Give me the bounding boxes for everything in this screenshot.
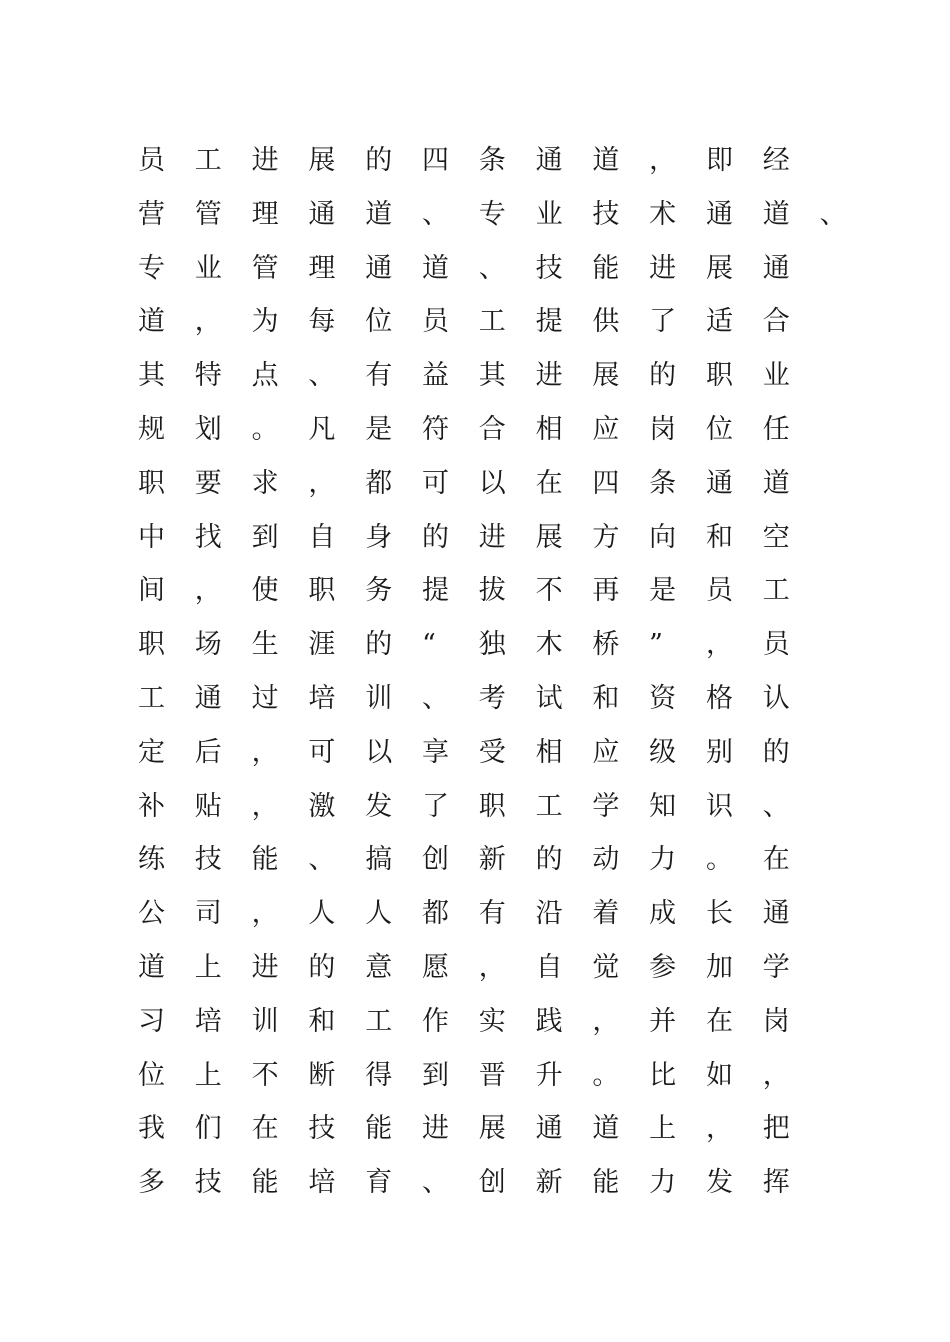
- text-char: ，: [649, 145, 677, 176]
- text-char: 道: [762, 467, 790, 499]
- text-line: [130, 511, 850, 565]
- text-line: [130, 780, 850, 834]
- text-char: 理: [251, 198, 279, 230]
- text-char: 定: [138, 736, 165, 768]
- text-char: 业: [535, 198, 563, 230]
- text-char: 可: [421, 467, 449, 499]
- text-char: 训: [251, 1005, 279, 1037]
- text-char: 创: [421, 844, 449, 876]
- text-char: 着: [592, 898, 620, 930]
- text-char: 合: [478, 413, 506, 445]
- text-char: 们: [194, 1113, 222, 1145]
- text-char: 进: [478, 521, 506, 553]
- text-char: 的: [365, 629, 393, 661]
- text-char: 以: [478, 467, 506, 499]
- text-char: 找: [194, 521, 222, 553]
- text-char: 方: [592, 521, 620, 553]
- text-char: 通: [762, 898, 790, 930]
- text-char: 训: [365, 682, 393, 714]
- text-char: 位: [138, 1059, 165, 1091]
- text-char: 人: [365, 898, 393, 930]
- text-char: 间: [138, 575, 165, 607]
- text-char: “: [421, 629, 436, 661]
- text-char: 有: [478, 898, 506, 930]
- text-line: [130, 1102, 850, 1156]
- text-line: [130, 941, 850, 995]
- text-line: [130, 1156, 850, 1210]
- text-char: 成: [649, 898, 677, 930]
- text-char: ，: [308, 467, 336, 499]
- text-char: 道: [138, 306, 165, 338]
- text-char: 身: [365, 521, 393, 553]
- text-char: 的: [762, 736, 790, 768]
- text-char: 断: [308, 1059, 336, 1091]
- text-char: 愿: [421, 951, 449, 983]
- text-char: 、: [308, 360, 336, 392]
- text-char: 上: [649, 1113, 677, 1145]
- text-char: 进: [535, 360, 563, 392]
- text-char: 和: [705, 521, 733, 553]
- text-char: 供: [592, 306, 620, 338]
- text-char: 是: [649, 575, 677, 607]
- text-line: [130, 295, 850, 349]
- text-char: 过: [251, 682, 279, 714]
- text-char: 加: [705, 951, 733, 983]
- text-char: 以: [365, 736, 393, 768]
- text-char: 。: [705, 844, 733, 876]
- text-char: 新: [535, 1167, 563, 1199]
- text-char: 的: [308, 951, 336, 983]
- text-char: 场: [194, 629, 222, 661]
- text-char: 了: [421, 790, 449, 822]
- text-char: 晋: [478, 1059, 506, 1091]
- text-char: 自: [535, 951, 563, 983]
- text-char: 、: [421, 1167, 449, 1199]
- text-char: 员: [421, 306, 449, 338]
- text-char: 新: [478, 844, 506, 876]
- text-char: 技: [194, 844, 222, 876]
- text-char: 条: [478, 145, 506, 176]
- text-char: 都: [421, 898, 449, 930]
- text-char: 规: [138, 413, 165, 445]
- text-char: 通: [365, 252, 393, 284]
- text-char: 进: [421, 1113, 449, 1145]
- text-char: 工: [478, 306, 506, 338]
- text-line: [130, 1049, 850, 1103]
- text-char: 提: [421, 575, 449, 607]
- text-char: 空: [762, 521, 790, 553]
- text-char: 通: [705, 198, 733, 230]
- text-char: 的: [535, 844, 563, 876]
- text-char: ，: [251, 898, 279, 930]
- text-char: 格: [705, 682, 733, 714]
- text-char: 得: [365, 1059, 393, 1091]
- text-char: 搞: [365, 844, 393, 876]
- text-char: 适: [705, 306, 733, 338]
- text-line: [130, 887, 850, 941]
- text-char: 公: [138, 898, 165, 930]
- text-char: 专: [138, 252, 165, 284]
- text-char: 点: [251, 360, 279, 392]
- text-char: ，: [762, 1059, 790, 1091]
- text-char: 展: [535, 521, 563, 553]
- text-char: ，: [478, 951, 506, 983]
- text-char: 在: [705, 1005, 733, 1037]
- text-char: 把: [762, 1113, 790, 1145]
- text-char: 涯: [308, 629, 336, 661]
- text-char: 位: [705, 413, 733, 445]
- text-char: ，: [251, 790, 279, 822]
- text-char: 应: [592, 736, 620, 768]
- text-char: 职: [308, 575, 336, 607]
- text-char: 进: [251, 145, 279, 176]
- text-char: 实: [478, 1005, 506, 1037]
- text-char: 培: [308, 1167, 336, 1199]
- text-char: 比: [649, 1059, 677, 1091]
- text-char: 技: [592, 198, 620, 230]
- text-char: 长: [705, 898, 733, 930]
- text-char: 展: [478, 1113, 506, 1145]
- text-char: 都: [365, 467, 393, 499]
- text-char: 力: [649, 844, 677, 876]
- text-line: [130, 726, 850, 780]
- text-char: 职: [478, 790, 506, 822]
- text-char: 展: [592, 360, 620, 392]
- text-char: 育: [365, 1167, 393, 1199]
- text-char: 工: [194, 145, 222, 176]
- text-char: 通: [308, 198, 336, 230]
- text-char: 到: [421, 1059, 449, 1091]
- text-char: 司: [194, 898, 222, 930]
- text-char: 道: [592, 145, 620, 176]
- text-char: 练: [138, 844, 165, 876]
- text-char: 、: [819, 198, 847, 230]
- text-char: ，: [592, 1005, 620, 1037]
- text-char: 通: [535, 1113, 563, 1145]
- text-char: 考: [478, 682, 506, 714]
- text-char: 、: [478, 252, 506, 284]
- text-char: 进: [251, 951, 279, 983]
- text-char: 资: [649, 682, 677, 714]
- text-char: 职: [138, 629, 165, 661]
- text-char: 求: [251, 467, 279, 499]
- text-line: [130, 403, 850, 457]
- text-char: 四: [592, 467, 620, 499]
- text-char: 条: [649, 467, 677, 499]
- text-char: 四: [421, 145, 449, 176]
- text-char: 中: [138, 521, 165, 553]
- text-char: 自: [308, 521, 336, 553]
- text-char: 补: [138, 790, 165, 822]
- text-char: 再: [592, 575, 620, 607]
- text-char: 发: [365, 790, 393, 822]
- text-char: 生: [251, 629, 279, 661]
- text-char: 符: [421, 413, 449, 445]
- text-char: 受: [478, 736, 506, 768]
- text-char: 觉: [592, 951, 620, 983]
- text-char: 务: [365, 575, 393, 607]
- text-char: 享: [421, 736, 449, 768]
- text-char: 岗: [649, 413, 677, 445]
- text-char: 不: [251, 1059, 279, 1091]
- text-char: 独: [478, 629, 506, 661]
- text-char: 技: [308, 1113, 336, 1145]
- text-char: 多: [138, 1167, 165, 1199]
- text-char: 在: [762, 844, 790, 876]
- text-char: 术: [649, 198, 677, 230]
- text-char: 技: [535, 252, 563, 284]
- text-line: [130, 995, 850, 1049]
- text-char: 到: [251, 521, 279, 553]
- text-char: 试: [535, 682, 563, 714]
- text-char: 职: [138, 467, 165, 499]
- text-char: 可: [308, 736, 336, 768]
- text-char: 通: [705, 467, 733, 499]
- text-char: 如: [705, 1059, 733, 1091]
- text-char: 的: [365, 145, 393, 176]
- text-char: 挥: [762, 1167, 790, 1199]
- text-char: 工: [365, 1005, 393, 1037]
- text-char: 员: [705, 575, 733, 607]
- text-char: ”: [649, 629, 663, 661]
- text-char: 其: [478, 360, 506, 392]
- text-char: 意: [365, 951, 393, 983]
- text-char: 工: [762, 575, 790, 607]
- text-char: 能: [592, 1167, 620, 1199]
- text-line: [130, 242, 850, 296]
- text-char: ，: [251, 736, 279, 768]
- text-char: 践: [535, 1005, 563, 1037]
- text-char: 专: [478, 198, 506, 230]
- text-char: 桥: [592, 629, 620, 661]
- text-char: 识: [705, 790, 733, 822]
- text-char: 员: [138, 145, 165, 176]
- text-char: 的: [421, 521, 449, 553]
- text-char: 级: [649, 736, 677, 768]
- text-char: 道: [138, 951, 165, 983]
- text-char: 划: [194, 413, 222, 445]
- text-char: 提: [535, 306, 563, 338]
- text-char: 在: [251, 1113, 279, 1145]
- text-char: 管: [251, 252, 279, 284]
- text-line: [130, 457, 850, 511]
- text-char: 能: [251, 1167, 279, 1199]
- text-char: 工: [535, 790, 563, 822]
- text-char: 管: [194, 198, 222, 230]
- text-char: 、: [308, 844, 336, 876]
- text-char: 认: [762, 682, 790, 714]
- text-char: 道: [421, 252, 449, 284]
- text-char: 职: [705, 360, 733, 392]
- text-char: 激: [308, 790, 336, 822]
- text-char: 要: [194, 467, 222, 499]
- text-char: 技: [194, 1167, 222, 1199]
- text-char: 为: [251, 306, 279, 338]
- text-char: 沿: [535, 898, 563, 930]
- text-char: 、: [421, 682, 449, 714]
- text-char: 培: [308, 682, 336, 714]
- text-char: 升: [535, 1059, 563, 1091]
- text-char: 。: [592, 1059, 620, 1091]
- text-char: 能: [592, 252, 620, 284]
- text-line: [130, 833, 850, 887]
- text-char: 我: [138, 1113, 165, 1145]
- text-char: 能: [365, 1113, 393, 1145]
- text-char: 通: [535, 145, 563, 176]
- text-char: 道: [592, 1113, 620, 1145]
- text-char: 任: [762, 413, 790, 445]
- text-char: 展: [308, 145, 336, 176]
- text-char: 向: [649, 521, 677, 553]
- text-char: 每: [308, 306, 336, 338]
- text-char: 上: [194, 1059, 222, 1091]
- text-line: [130, 618, 850, 672]
- text-char: 和: [592, 682, 620, 714]
- text-line: [130, 134, 850, 188]
- text-char: 别: [705, 736, 733, 768]
- text-line: [130, 188, 850, 242]
- text-char: 应: [592, 413, 620, 445]
- text-char: 参: [649, 951, 677, 983]
- text-char: ，: [705, 629, 733, 661]
- text-char: 岗: [762, 1005, 790, 1037]
- text-char: 发: [705, 1167, 733, 1199]
- text-char: 即: [705, 145, 733, 176]
- text-char: 凡: [308, 413, 336, 445]
- text-char: 动: [592, 844, 620, 876]
- text-char: 业: [762, 360, 790, 392]
- text-char: 学: [592, 790, 620, 822]
- text-char: 理: [308, 252, 336, 284]
- text-char: 力: [649, 1167, 677, 1199]
- text-char: 作: [421, 1005, 449, 1037]
- text-line: [130, 349, 850, 403]
- text-char: 在: [535, 467, 563, 499]
- text-char: 合: [762, 306, 790, 338]
- text-char: 培: [194, 1005, 222, 1037]
- text-char: 后: [194, 736, 222, 768]
- text-char: 贴: [194, 790, 222, 822]
- text-char: 。: [251, 413, 279, 445]
- text-char: 经: [762, 145, 790, 176]
- text-char: 员: [762, 629, 790, 661]
- text-char: 业: [194, 252, 222, 284]
- text-char: 习: [138, 1005, 165, 1037]
- text-char: 创: [478, 1167, 506, 1199]
- body-text: [130, 134, 850, 1210]
- text-char: 和: [308, 1005, 336, 1037]
- text-char: 进: [649, 252, 677, 284]
- text-char: 特: [194, 360, 222, 392]
- text-char: 、: [421, 198, 449, 230]
- text-char: 不: [535, 575, 563, 607]
- text-char: 并: [649, 1005, 677, 1037]
- text-char: 相: [535, 736, 563, 768]
- text-char: 知: [649, 790, 677, 822]
- text-char: 的: [649, 360, 677, 392]
- text-char: 了: [649, 306, 677, 338]
- text-char: 通: [762, 252, 790, 284]
- text-char: 拔: [478, 575, 506, 607]
- text-char: 其: [138, 360, 165, 392]
- text-char: 展: [705, 252, 733, 284]
- text-char: ，: [705, 1113, 733, 1145]
- text-char: 位: [365, 306, 393, 338]
- text-char: 、: [762, 790, 790, 822]
- text-line: [130, 564, 850, 618]
- text-char: 使: [251, 575, 279, 607]
- text-line: [130, 672, 850, 726]
- text-char: 能: [251, 844, 279, 876]
- text-char: 相: [535, 413, 563, 445]
- text-char: 上: [194, 951, 222, 983]
- text-char: 学: [762, 951, 790, 983]
- text-char: ，: [194, 575, 222, 607]
- text-char: 道: [762, 198, 790, 230]
- text-char: 木: [535, 629, 563, 661]
- text-char: 人: [308, 898, 336, 930]
- text-char: 道: [365, 198, 393, 230]
- text-char: 营: [138, 198, 165, 230]
- text-char: 是: [365, 413, 393, 445]
- text-char: 益: [421, 360, 449, 392]
- text-char: 工: [138, 682, 165, 714]
- text-char: ，: [194, 306, 222, 338]
- text-char: 有: [365, 360, 393, 392]
- text-char: 通: [194, 682, 222, 714]
